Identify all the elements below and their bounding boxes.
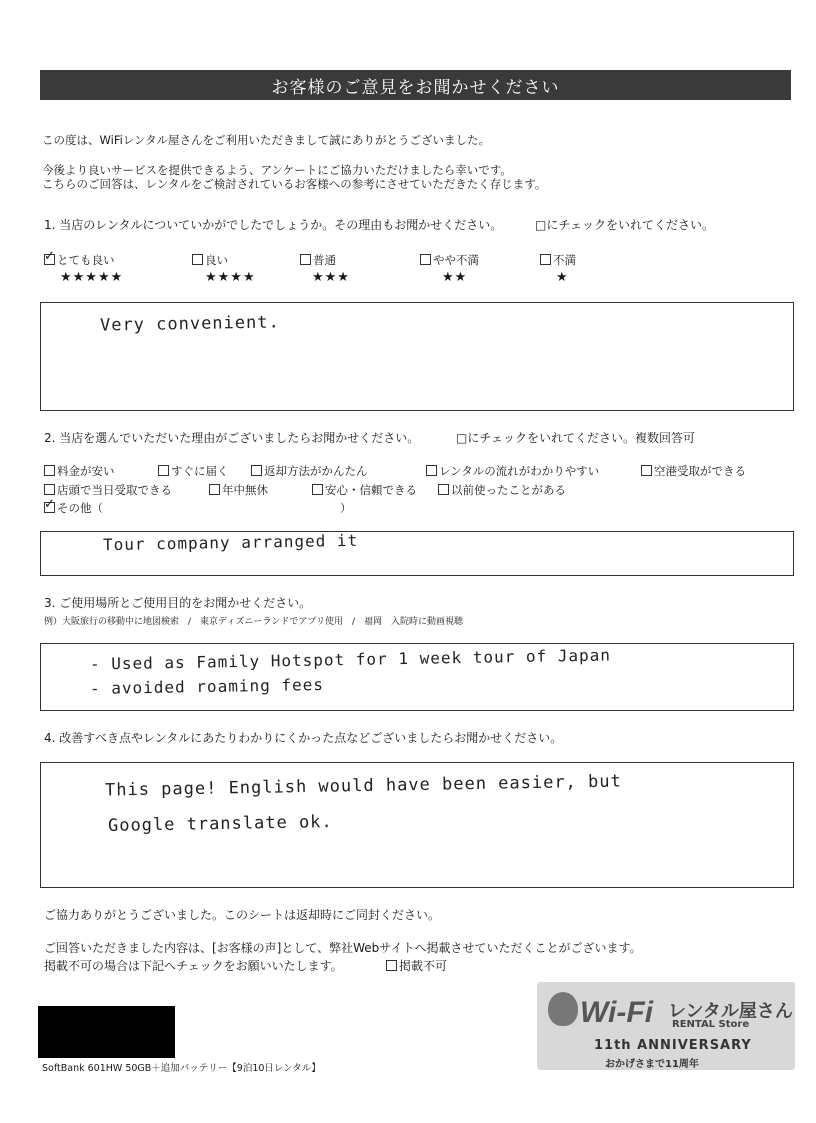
logo-rental-store-text: RENTAL Store xyxy=(672,1019,750,1030)
no-publish-option[interactable] xyxy=(386,959,447,974)
no-publish-label: 掲載不可 xyxy=(399,959,448,973)
q4-question: 4. 改善すべき点やレンタルにあたりわかりにくかった点などございましたらお聞かせください。 xyxy=(44,731,563,745)
q1-instruction: □にチェックをいれてください。 xyxy=(535,218,714,232)
q1-option-label: 不満 xyxy=(553,253,576,267)
checkbox-icon[interactable] xyxy=(300,254,311,265)
q1-question: 1. 当店のレンタルについていかがでしたでしょうか。その理由もお聞かせください。 xyxy=(44,218,503,232)
checkbox-icon[interactable] xyxy=(641,465,652,476)
q2-option-label: その他（ xyxy=(57,501,103,515)
q3-handwritten-answer-1: - Used as Family Hotspot for 1 week tour of Japan xyxy=(89,645,612,674)
q1-option-label: 普通 xyxy=(313,253,336,267)
q2-option-price[interactable] xyxy=(44,464,115,478)
logo-thanks-text: おかげさまで11周年 xyxy=(605,1059,699,1070)
rating-stars: ★★★★★ xyxy=(60,270,124,285)
q2-option-same-day-store[interactable] xyxy=(44,483,172,497)
logo-rental-text: レンタル屋さん xyxy=(668,1001,793,1022)
q2-option-trust[interactable] xyxy=(312,483,417,497)
q2-option-label: 以前使ったことがある xyxy=(451,483,566,497)
footer-publish-line-2: 掲載不可の場合は下記へチェックをお願いいたします。 xyxy=(44,959,343,973)
q2-option-label: レンタルの流れがわかりやすい xyxy=(439,464,600,478)
checkbox-checked-icon[interactable]: ✓ xyxy=(44,497,55,512)
q2-instruction: □にチェックをいれてください。複数回答可 xyxy=(456,431,695,445)
checkbox-icon[interactable] xyxy=(44,465,55,476)
logo-anniversary-text: 11th ANNIVERSARY xyxy=(594,1038,752,1053)
rating-stars: ★★★ xyxy=(312,270,350,285)
checkbox-icon[interactable] xyxy=(192,254,203,265)
checkbox-icon[interactable] xyxy=(44,484,55,495)
q2-option-label: 年中無休 xyxy=(222,483,268,497)
q1-option-label: 良い xyxy=(205,253,228,267)
checkbox-icon[interactable] xyxy=(158,465,169,476)
checkbox-icon[interactable] xyxy=(312,484,323,495)
q2-option-label: 返却方法がかんたん xyxy=(264,464,368,478)
q1-option-slightly-dissatisfied[interactable] xyxy=(420,253,479,267)
rental-info: SoftBank 601HW 50GB＋追加バッテリー【9泊10日レンタル】 xyxy=(42,1063,321,1074)
footer-publish-line-1: ご回答いただきました内容は、[お客様の声]として、弊社Webサイトへ掲載させていただくことがございます。 xyxy=(44,941,642,955)
intro-line-3: こちらのご回答は、レンタルをご検討されているお客様への参考にさせていただきたく存じます。 xyxy=(42,177,547,191)
checkbox-icon[interactable] xyxy=(386,960,397,971)
intro-line-1: この度は、WiFiレンタル屋さんをご利用いただきまして誠にありがとうございました。 xyxy=(42,133,491,147)
checkbox-checked-icon[interactable]: ✓ xyxy=(44,249,55,264)
footer-thanks: ご協力ありがとうございました。このシートは返却時にご同封ください。 xyxy=(44,908,441,922)
intro-line-2: 今後より良いサービスを提供できるよう、アンケートにご協力いただけましたら幸いです。 xyxy=(42,163,512,177)
page-title: お客様のご意見をお聞かせください xyxy=(40,70,791,100)
q1-option-normal[interactable] xyxy=(300,253,336,267)
q2-handwritten-answer: Tour company arranged it xyxy=(102,530,359,555)
q3-handwritten-answer-2: - avoided roaming fees xyxy=(89,674,325,699)
rating-stars: ★★★★ xyxy=(205,270,256,285)
checkbox-icon[interactable] xyxy=(540,254,551,265)
q2-option-label: 空港受取ができる xyxy=(654,464,746,478)
q2-other-close-paren: ） xyxy=(340,501,352,515)
redacted-block xyxy=(38,1006,175,1058)
mascot-icon xyxy=(548,992,578,1026)
q2-option-used-before[interactable] xyxy=(438,483,566,497)
q2-option-label: 店頭で当日受取できる xyxy=(57,483,172,497)
q1-option-label: やや不満 xyxy=(433,253,479,267)
q2-option-easy-flow[interactable] xyxy=(426,464,599,478)
q2-option-fast-delivery[interactable] xyxy=(158,464,229,478)
q2-option-open-year-round[interactable] xyxy=(209,483,268,497)
q2-question: 2. 当店を選んでいただいた理由がございましたらお聞かせください。 xyxy=(44,431,420,445)
checkbox-icon[interactable] xyxy=(209,484,220,495)
q2-option-label: 料金が安い xyxy=(57,464,115,478)
rating-stars: ★★ xyxy=(442,270,468,285)
q2-option-airport-pickup[interactable] xyxy=(641,464,746,478)
q2-option-label: 安心・信頼できる xyxy=(325,483,417,497)
logo-wifi-text: Wi-Fi xyxy=(580,996,654,1029)
checkbox-icon[interactable] xyxy=(420,254,431,265)
q2-option-easy-return[interactable] xyxy=(251,464,368,478)
q2-option-other[interactable] xyxy=(44,497,103,515)
q3-question: 3. ご使用場所とご使用目的をお聞かせください。 xyxy=(44,596,312,610)
q1-handwritten-answer: Very convenient. xyxy=(99,312,280,336)
q3-example: 例）大阪旅行の移動中に地図検索 / 東京ディズニーランドでアプリ使用 / 福岡 入院時に動画視聴 xyxy=(44,617,463,627)
q4-handwritten-answer-2: Google translate ok. xyxy=(107,812,333,836)
q4-handwritten-answer-1: This page! English would have been easier, but xyxy=(104,771,622,801)
q1-option-dissatisfied[interactable] xyxy=(540,253,576,267)
checkbox-icon[interactable] xyxy=(438,484,449,495)
q1-option-good[interactable] xyxy=(192,253,228,267)
checkbox-icon[interactable] xyxy=(251,465,262,476)
q2-option-label: すぐに届く xyxy=(171,464,229,478)
q1-option-label: とても良い xyxy=(57,253,115,267)
rating-stars: ★ xyxy=(556,270,569,285)
checkbox-icon[interactable] xyxy=(426,465,437,476)
q1-option-very-good[interactable] xyxy=(44,249,115,267)
